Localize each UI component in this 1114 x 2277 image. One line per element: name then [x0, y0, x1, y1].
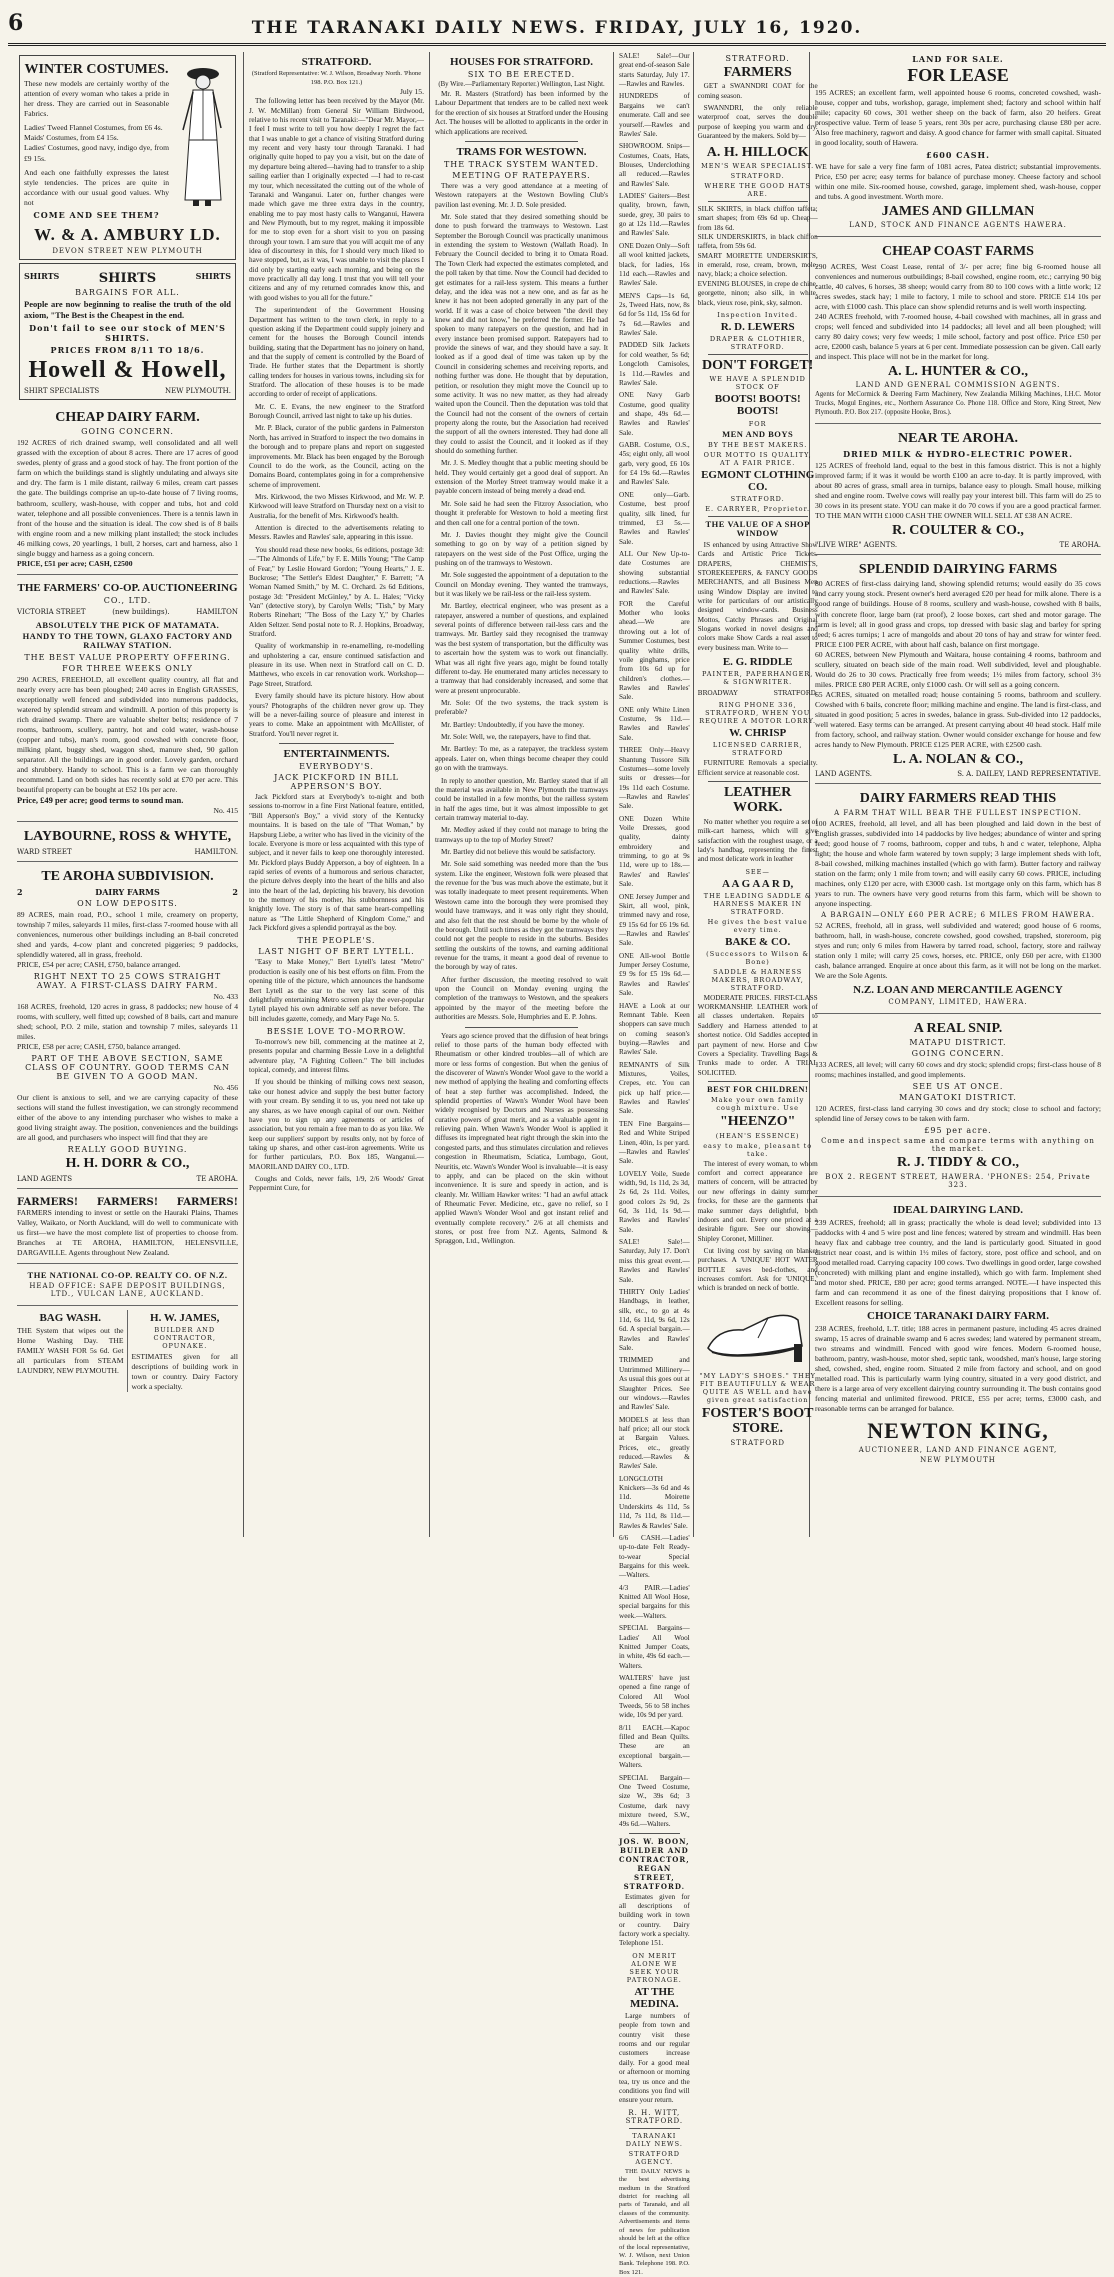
nz-loan-name: N.Z. LOAN AND MERCANTILE AGENCY [853, 983, 1063, 996]
swanndri-line: GET a SWANNDRI COAT for the coming season. [697, 82, 818, 100]
farmers-heading: FARMERS [723, 65, 792, 80]
maoriland-dairy-paragraph: If you should be thinking of milking cows next season, take our honest advice and supply the best butter factory with your cream. By sending it to us, you need not take up any shares, as we have enough capital of our own. Neither have you to sign up any agreements or articles of association, but you remain a free man to do as you like. We keep our suppliers' support by results only, not by force of taking up shares, and other cast-iron agreements. Write us for further particulars, P.O. Box 185, Wanganui.—MAORILAND DAIRY CO., LTD. [249, 1078, 424, 1171]
near-te-aroha-ad [815, 424, 1101, 555]
national-title: THE NATIONAL CO-OP. REALTY CO. OF N.Z. [27, 1269, 228, 1280]
cheap-coast-farms-ad [815, 237, 1101, 424]
dorr-right: TE AROHA. [196, 1174, 238, 1183]
te-aroha-price2: PRICE, £58 per acre; CASH, £750, balance arranged. [17, 1042, 181, 1052]
james-body: ESTIMATES given for all descriptions of building work in town or country. Dairy Factory work a specialty. [131, 1352, 238, 1392]
for-lease-title: FOR LEASE [907, 65, 1009, 85]
james-title: H. W. JAMES, [150, 1312, 220, 1325]
dairy-read-title: DAIRY FARMERS READ THIS [859, 791, 1057, 807]
shop-window-heading: THE VALUE OF A SHOP WINDOW [705, 519, 810, 539]
walters-item: SPECIAL Bargains—Ladies' All Wool Knitted Jumper Coats, in white, 49s 6d each.—Walters. [619, 1624, 690, 1670]
mangatoki-heading: MANGATOKI DISTRICT. [899, 1093, 1017, 1103]
aagaard-name: A A G A A R D, [722, 877, 794, 890]
dairy-read-body: 100 ACRES, freehold, all level, and all has been ploughed and laid down in the best of English grasses, subdivided into 14 paddocks by live hedges; abundance of winter and spring feed; good house of 7 rooms, bathroom, copper and tubs, h and c water, telephone, Alpha light; the house and whole farm watered by town supply; 3 large implement sheds with loft, 8-bail cowshed, milking machines installed (which go with farm). Butter factory and railway station on the farm; only 1 mile from town; and will easily carry 60 cows. PRICE, including machines, only £120 per acre, with £3000 cash. 1st mortgage only on this farm, which has 8 years to run. The owners have very good returns from this farm, which will be shown to anyone inspecting. [815, 818, 1101, 908]
winter-item: Maids' Costumes, from £4 15s. [24, 133, 119, 143]
hillock-sub: MEN'S WEAR SPECIALIST. [701, 161, 815, 170]
column-3 [430, 52, 614, 1537]
dont-forget-heading: DON'T FORGET! [701, 357, 814, 373]
bag-wash-body: THE System that wipes out the Home Washing Day. THE FAMILY WASH FOR 5s 6d. Get all particulars from STEAM LAUNDRY, NEW PLYMOUTH. [17, 1326, 124, 1376]
bottom-ads-row [17, 1306, 238, 1392]
ambury-address: DEVON STREET NEW PLYMOUTH [52, 246, 203, 255]
egmont-town: STRATFORD. [730, 495, 785, 504]
divider [629, 2128, 680, 2129]
ambury-firm: W. & A. AMBURY LD. [34, 224, 221, 244]
news-paragraph: You should read these new books, 6s editions, postage 3d:—"The Almonds of Life," by F. E. Mills Young; "The Camp of Fear," by Leslie Howard Gordon; "Young Hearts," J. E. Buckrose; "The Settler's Eldest Daughter," F. Barrett; "A Woman Named Smith," by M. C. Orchard. 2s 6d Editions, postage 3d: "President McGinley," by A. L. Hales; "Vicky Van" (detective story), by Carolyn Wells; "Tish," by Mary Roberts Rinehart; "The Boss of the Lazy Y," by Charles Alden Seltzer. Send postal note to R. J. Hopkins, Broadway, Stratford. [249, 545, 424, 639]
sale-item: HAVE a Look at our Remnant Table. Keen shoppers can save much on coming season's buying.—Rawles and Rawles' Sale. [619, 1001, 690, 1057]
lewers-sub: DRAPER & CLOTHIER, STRATFORD. [709, 334, 806, 351]
gillman-sub: LAND, STOCK AND FINANCE AGENTS HAWERA. [849, 221, 1067, 230]
farmers-coop-head2: ABSOLUTELY THE PICK OF MATAMATA. [35, 619, 220, 630]
nz-loan-sub: COMPANY, LIMITED, HAWERA. [888, 997, 1028, 1006]
dairy-read-sub: A FARM THAT WILL BEAR THE FULLEST INSPECTION. [834, 808, 1082, 817]
divider [708, 516, 808, 517]
sale-item: SHOWROOM. Snips—Costumes, Coats, Hats, Blouses, Underclothing all reduced.—Rawles and Rawles' Sale. [619, 142, 690, 188]
walters-item: WALTERS' have just opened a fine range of Colored All Wool Tweeds, 56 to 58 inches wide, 10s 9d per yard. [619, 1673, 690, 1720]
snip-title: A REAL SNIP. [913, 1020, 1003, 1036]
chrisp-sub: LICENSED CARRIER, STRATFORD [712, 741, 803, 758]
bake-name: BAKE & CO. [725, 935, 791, 948]
entertainments-heading: ENTERTAINMENTS. [283, 747, 390, 760]
houses-sub: SIX TO BE ERECTED. [467, 70, 576, 80]
farmers-coop-head5: FOR THREE WEEKS ONLY [62, 663, 193, 673]
news-paragraph: Attention is directed to the advertisements relating to Messrs. Rawles and Rawles' sale, appearing in this issue. [249, 524, 424, 542]
te-aroha-price1: PRICE, £54 per acre; CASH, £750, balance arranged. [17, 960, 181, 970]
boon-body: Estimates given for all descriptions of building work in town or country. Dairy factory work a specialty. Telephone 151. [619, 1892, 690, 1948]
ideal-body: 239 ACRES, freehold; all in grass; practically the whole is dead level; subdivided into 13 paddocks with 4 and 5 wire post and line fences; watered by stream and windmill. Has been heavy flax and cabbage tree country, and the land is particularly good. Situated in good district near coast, and is within 1½ miles of factory, store, post office and school, and on good metalled road. Carrying capacity 100 cows. Two dwellings in good order, large cowshed (concreted) with milking plant and engine installed), which go with farm. Implement shed and motor shed. PRICE, £80 per acre; good terms arranged. NOTE.—I have inspected this farm and can recommend it as one of the finest dairying propositions that I know of. Excellent reasons for selling. [815, 1217, 1101, 1307]
farmers-t2: FARMERS! [96, 1196, 159, 1208]
howell-firm: Howell & Howell, [28, 357, 227, 384]
hunter-sub: LAND AND GENERAL COMMISSION AGENTS. [855, 381, 1061, 390]
cheap-dairy-farm-ad [17, 403, 238, 575]
winter-costumes-title: WINTER COSTUMES. [24, 62, 169, 77]
coughs-paragraph: Coughs and Colds, never fails, 1/9, 2/6 Woods' Great Peppermint Cure, for [249, 1175, 424, 1193]
hillock-town: STRATFORD. [730, 171, 785, 180]
coast-title: CHEAP COAST FARMS [882, 244, 1034, 260]
te-aroha-head2: PART OF THE ABOVE SECTION, SAME CLASS OF COUNTRY. GOOD TERMS CAN BE GIVEN TO A GOOD MAN. [25, 1054, 230, 1082]
shoes-caption: "MY LADY'S SHOES." THEY FIT BEAUTIFULLY & WEAR QUITE AS WELL and have given great satisfaction [699, 1371, 816, 1404]
near-aroha-sub: DRIED MILK & HYDRO-ELECTRIC POWER. [843, 448, 1073, 459]
lewers-inspection: Inspection Invited. [717, 310, 799, 319]
coulter-right: TE AROHA. [1059, 541, 1101, 550]
coast-body: 290 ACRES, West Coast Lease, rental of 3/- per acre; fine big 6-roomed house all conveniences and numerous outbuildings; 8-bail cowshed, engine room, etc.; carrying 90 big cattle, 40 calves, 6 horses, 38 sheep; would carry from 80 to 100 cows with a little work; 12 acres swedes, stack hay; 1 mile to factory, 1 mile to school and store. PRICE £14 10s per acre, with £1000 cash. This place can show splendid returns and is well worth inspecting. [815, 261, 1101, 311]
hunter-body: Agents for McCormick & Deering Farm Machinery, New Zealandia Milking Machines, I.H.C. Motor Trucks, Mogul Engines, etc., Northern Assurance Co. Phone 118. Office and Store, King Street, New Plymouth. P.O. Box 217. (opposite Hooke, Bros.). [815, 391, 1101, 417]
sale-item: GABR. Costume, O.S., 45s; eight only, all wool garb, very good, £6 10s for £4 19s 6d.—Rawles and Rawles' Sale. [619, 441, 690, 487]
heenzo-sub: Make your own family cough mixture. Use [711, 1096, 805, 1113]
near-aroha-title: NEAR TE AROHA. [898, 431, 1018, 447]
farmers-coop-mid: (new buildings). [112, 607, 170, 616]
coulter-left: "LIVE WIRE" AGENTS. [815, 541, 898, 550]
news-paragraph: Mr. P. Black, curator of the public gardens in Palmerston North, has arrived in Stratford to inspect the two domains in the borough and to prepare plans and report on suggested improvements. Mr. Black has been engaged by the Borough Council to do the work, as the Council, acting on the Domains Board, contemplates going in for a comprehensive scheme of improvement. [249, 424, 424, 489]
farmers-t1: FARMERS! [17, 1196, 79, 1208]
tdn-body: THE DAILY NEWS is the best advertising medium in the Stratford district for reaching all parts of Taranaki, and all classes of the community. Advertisements and items of news for publication should be left at the office of the local representative, W. J. Wilson, next Union Bank. Telephone 198. P.O. Box 121. [619, 2167, 690, 2276]
foster-name: FOSTER'S BOOT STORE. [701, 1405, 814, 1437]
page-number: 6 [8, 10, 24, 36]
for-lease-cash: £600 CASH. [926, 149, 990, 160]
shirts-title: SHIRTS [98, 270, 157, 286]
riddle-name: E. G. RIDDLE [722, 656, 793, 669]
near-aroha-body: 125 ACRES of freehold land, equal to the best in this famous district. This is not a highly improved farm; if it was it would be worth £100 an acre to-day. It is partly improved, with about 80 acres of grass, small area in turnips, balance easy to plough. Small house, milking shed and engine room. Twelve cows will really pay your interest bill. This farm will do 25 to 30 cows in its present state. YOU can make it do 70 cows if you are a good practical farmer. TO THE MAN WITH £1000 CASH THE OWNER WILL SELL AT £38 AN ACRE. [815, 460, 1101, 520]
te-aroha-body3: Our client is anxious to sell, and we are carrying capacity of these sections will stand the fullest investigation, we can strongly recommend either of the above to any intending purchaser who wishes to make a good living straight away. The position, conveniences and the buildings are all good, and purchasers who inspect will find that they are [17, 1093, 238, 1143]
tdn-agency: STRATFORD AGENCY. [628, 2149, 680, 2166]
choice-title: CHOICE TARANAKI DAIRY FARM. [867, 1309, 1049, 1322]
winter-costumes-outro: And each one faithfully expresses the latest style tendencies. The prices are quite in accordance with our usual good values. Why not [24, 167, 169, 207]
snip-sub: MATAPU DISTRICT. [909, 1038, 1007, 1048]
news-paragraph: Mr. Sole: Of the two systems, the track system is preferable? [435, 699, 608, 717]
farmers-coop-sub: CO., LTD. [103, 595, 152, 605]
walters-item: 6/6 CASH.—Ladies' up-to-date Felt Ready-to-wear Special Bargains for this week.—Walters. [619, 1533, 690, 1580]
divider [629, 1833, 680, 1834]
james-ad [132, 1310, 239, 1392]
ring-phone: RING PHONE 336, STRATFORD, WHEN YOU REQUIRE A MOTOR LORRY. [699, 701, 817, 726]
woman-figure-illustration [173, 60, 231, 210]
divider [465, 141, 578, 142]
shirts-body: People are now beginning to realise the truth of the old axiom, "The Best is the Cheapest in the end. [24, 298, 231, 320]
riddle-right: STRATFORD. [773, 689, 818, 698]
sale-item: THIRTY Only Ladies' Handbags, in leather, silk, etc., to go at 4s 11d, 6s 11d, 9s 6d, 12s 6d. A special bargain.—Rawles and Rawles' Sale. [619, 1287, 690, 1353]
jack-pickford-heading: JACK PICKFORD IN BILL APPERSON'S BOY. [274, 773, 399, 792]
cheap-dairy-sub: GOING CONCERN. [81, 427, 174, 437]
news-paragraph: Mr. Bartley: Undoubtedly, if you have the money. [441, 720, 585, 729]
bert-lytell-heading: LAST NIGHT OF BERT LYTELL. [258, 947, 415, 957]
news-paragraph: Mr. C. E. Evans, the new engineer to the Stratford Borough Council, arrived last night to take up his duties. [249, 402, 424, 421]
te-aroha-mid: DAIRY FARMS [95, 886, 160, 897]
column-5 [810, 52, 1106, 1537]
news-paragraph: Mr. Sole stated that they desired something should be done to push forward the tramways to Westown. Last September the Borough Council was practically unanimous in extending the system to Westown (Wallath Road). In February the Council decided to bring it to Omata Road. The Town Clerk had expected the estimates completed, and the poll taken by that time. Now the Council had decided to get estimates for a rail-less system. This means a further delay, and the idea was not a new one, and as far as he knew it has not been adopted generally in any part of the world. If it was a case of choice between "the devil they knew and did not know," he preferred the former. He had spoken to many ratepayers on the question, and had in every instance been promised support. Ratepayers had to provide the sinews of war, and they should have a say. It looked as if a good deal of time was taken up by the Council in considering schemes and receiving reports, and nothing further was done. He thought that by deputation, petition, or resolution they might move the Council up to some activity. It was no new matter, as they had already waited upon the Council. Then the deputation was told that the Council had not the consent of the owners of certain property along the route, but the Association had received the support of all the owners interested. They had done all they could to assist the Council, and it looked as if they should do something further. [435, 213, 608, 456]
sale-item: ONE only—Garb. Costume, best proof quality, silk lined, fur trimmed, £3 5s.—Rawles and Rawles' Sale. [619, 490, 690, 546]
news-paragraph: Mr. Bartley did not believe this would be satisfactory. [441, 848, 596, 857]
news-paragraph: Quality of workmanship in re-enamelling, re-modelling and upholstering a car, ensure continued satisfaction and pleasure in its use. When next in Stratford call on C. D. Matthews, who excels in car renovation work. Workshop—Page Street, Stratford. [249, 642, 424, 688]
swanndri-body: SWANNDRI, the only reliable waterproof coat, serves the double purpose of keeping you warm and dry. Guaranteed by the makers. Sold by— [697, 104, 818, 141]
medina-body: Large numbers of people from town and country visit these rooms and our regular customers increase daily. For a good meal or afternoon or morning tea, try us once and the conditions you find will ensure your return. [619, 2012, 690, 2105]
boots-heading: BOOTS! BOOTS! BOOTS! [714, 393, 801, 418]
sale-item: MODELS at less than half price; all our stock at Bargain Values. Prices, etc., greatly reduced.—Rawles & Rawles' Sale. [619, 1415, 690, 1471]
newton-king-sub: AUCTIONEER, LAND AND FINANCE AGENT, [858, 1446, 1058, 1455]
aagaard-tag: He gives the best value every time. [707, 917, 808, 934]
tdn-heading: TARANAKI DAILY NEWS. [625, 2131, 683, 2148]
sale-item: ONE Jersey Jumper and Skirt, all wool, pink, trimmed navy and rose, £9 15s 6d for £6 19s 6d.—Rawles and Rawles' Sale. [619, 892, 690, 948]
national-coop-ad [17, 1264, 238, 1306]
heenzo-heading: BEST FOR CHILDREN! [706, 1084, 809, 1094]
dorr-left: LAND AGENTS [17, 1174, 73, 1183]
choice-body: 238 ACRES, freehold, L.T. title; 188 acres in permanent pasture, including 45 acres drained swamp, 15 acres of drainable swamp and 6 acres swedes; land watered by permanent stream, two streams and windmill. Fenced with good wire fences. Modern 6-roomed house, bathroom, pantry, wash-house, motor shed, septic tank, woodshed, man's house, large storing shed, cowshed, shed, engine room. Situated 2 mile from factory and school, and on good metalled road. This is particularly warm lying country, situated in a very good district, and there is a large area of very excellent dairying country surrounding it. The bush contains good fencing material and unlimited firewood. PRICE, £55 per acre; terms, £3000 cash, and reasonable terms can be arranged for balance. [815, 1324, 1101, 1414]
news-paragraph: Mr. Bartley: To me, as a ratepayer, the trackless system appeals. Later on, when things become cheaper they could go on with the tramways. [435, 745, 608, 773]
news-paragraph: Every family should have its picture history. How about yours? Photographs of the children never grow up. They will be a never-failing source of pleasure and interest in years to come. Make an appointment with McAllister, of Stratford. You'll never regret it. [249, 692, 424, 738]
walters-item: 4/3 PAIR.—Ladies' Knitted All Wool Hose, special bargains for this week.—Walters. [619, 1583, 690, 1620]
entertainment-paragraph: Jack Pickford stars at Everybody's to-night and both sessions to-morrow in a fine First National feature, entitled, "Bill Apperson's Boy," a vivid story of the Kentucky mountains. It is based on the tale of "That Woman," by Hapsburg Liebe, a writer who has lived in the vicinity of the locale. Everyone is more or less acquainted with this type of subject, and it never fails to keep one thoroughly interested. Mr. Pickford plays Buddy Apperson, a boy of eighteen. In a rapid series of events of a humorous and serious character, the picture delves deeply into the heart of the hills and also into the heart of the lad, depicting his bravery, his devotion to the memory of his mother, his stubbornness and his knightly love. The story is of that same heart-compelling nature as "The Little Shepherd of Kingdom Come," and Jack Pickford gives a splendid portrayal as the boy. [249, 793, 424, 933]
witt-name: R. H. WITT, STRATFORD. [625, 2108, 684, 2125]
boon-motto: ON MERIT ALONE WE SEEK YOUR PATRONAGE. [626, 1951, 682, 1984]
news-paragraph: After further discussion, the meeting resolved to wait upon the Council on Monday evening urging the completion of the tramways to Westown, and the speakers appointed by the mayor of the meeting before the authorities are Messrs. Sole, Humphries and E. P. Johns. [435, 975, 608, 1022]
snip-sub2: GOING CONCERN. [911, 1049, 1005, 1059]
dairy-read-body2: A BARGAIN—ONLY £60 PER ACRE; 6 MILES FROM HAWERA. [821, 910, 1095, 919]
ladys-shoe-illustration [698, 1298, 818, 1368]
peoples-paragraph: "Easy to Make Money," Bert Lytell's latest "Metro" production is easily one of his best efforts on film. From the opening title of the picture, which announces the handsome Bert Lytell as the star to the very last scene of this delightfully entertaining Metro screen play the ever-popular Lytell played his own admirable self as never before. The bill includes gazette, comedy, and Mary Page No. 5. [249, 958, 424, 1023]
lewers-name: R. D. LEWERS [720, 320, 795, 333]
shirts-side-right: SHIRTS [195, 270, 231, 281]
boots-motto: OUR MOTTO IS QUALITY, AT A FAIR PRICE. [703, 450, 812, 467]
divider [708, 781, 808, 782]
foster-town: STRATFORD [730, 1438, 785, 1447]
heenzo-name: (HEAN'S ESSENCE) [715, 1131, 800, 1140]
nolan-right: S. A. DAILEY, LAND REPRESENTATIVE. [957, 770, 1101, 779]
sale-item: ONE Dozen White Voile Dresses, good quality, dainty embroidery and trimming, to go at 9s 11d, were up to 18s.—Rawles' and Rawles' Sale. [619, 814, 690, 889]
riddle-left: BROADWAY [697, 689, 738, 698]
real-snip-ad [815, 1014, 1101, 1197]
sale-item: TRIMMED and Untrimmed Millinery—As usual this goes out at Slaughter Prices. See our windows.—Rawles and Rawles' Sale. [619, 1356, 690, 1412]
houses-heading: HOUSES FOR STRATFORD. [449, 56, 594, 68]
egmont-prop: E. CARRYER, Proprietor. [705, 505, 811, 514]
news-paragraph: Mr. Bartley, electrical engineer, who was present as a ratepayer, answered a number of questions, and explained several points of difference between rail-less cars and the tramways. Mr. Bartley said they recognised the tramway was the best system of transportation, but the difficulty was to ascertain how the system was to work out financially. What was all right five years ago, might be found totally different to-day. He enumerated many articles necessary to a tramway that had considerably increased, and some that were at present unprocurable. [435, 602, 608, 695]
farmers-body: FARMERS intending to invest or settle on the Hauraki Plains, Thames Valley, Waikato, or North Auckland, will do well to communicate with us first—we have the most complete list of properties to choose from. Branches at TE AROHA, HAMILTON, HELENSVILLE, DARGAVILLE. Agents throughout New Zealand. [17, 1207, 238, 1257]
nolan-left: LAND AGENTS. [815, 770, 872, 779]
dairying-title: SPLENDID DAIRYING FARMS [858, 562, 1058, 578]
hillock-tag: WHERE THE GOOD HATS ARE. [704, 181, 811, 198]
te-aroha-title: TE AROHA SUBDIVISION. [41, 868, 214, 884]
dairying-body3: 65 ACRES, situated on metalled road; house containing 5 rooms, bathroom and scullery. Cowshed with 6 bails, concrete floor; milking machine and engine. The land is first-class, and situated in good position; 5 acres in swedes, balance in grass. Sub-divided into 12 paddocks, well watered. Easy terms can be arranged. At present carrying about 40 head stock. Half mile from factory, school, and railway station. Owner would consider exchange for house and few acres handy to New Plymouth. PRICE £125 PER ACRE, with £2500 cash. [815, 689, 1101, 749]
chrisp-name: W. CHRISP [729, 727, 787, 740]
sale-item: LONGCLOTH Knickers—3s 6d and 4s 11d. Moirette Underskirts 4s 11d, 5s 11d, 7s 11d, 8s 11d.—Rawles & Rawles' Sale. [619, 1474, 690, 1530]
dairy-farmers-read-ad [815, 784, 1101, 1014]
walters-item: SPECIAL Bargain—One Tweed Costume, size W., 39s 6d; 3 Costume, dark navy mixture tweed, S.W., 49s 6d.—Walters. [619, 1773, 690, 1829]
te-aroha-cta: REALLY GOOD BUYING. [67, 1145, 188, 1155]
sale-item: ONE only White Linen Costume, 9s 11d.—Rawles and Rawles' Sale. [619, 705, 690, 742]
walters-item: 8/11 EACH.—Kapoc filled and Bean Quilts. These are an exceptional bargain.—Walters. [619, 1723, 690, 1770]
news-paragraph: Mrs. Kirkwood, the two Misses Kirkwood, and Mr. W. P. Kirkwood will leave Stratford on Thursday next on a visit to Australia, for the benefit of Mrs. Kirkwood's health. [249, 493, 424, 520]
hunter-name: A. L. HUNTER & CO., [887, 363, 1028, 379]
tiddy-sub: BOX 2. REGENT STREET, HAWERA. 'PHONES: 254, Private 323. [825, 1172, 1091, 1189]
farmers-coop-body: 290 ACRES, FREEHOLD, all excellent quality country, all flat and nearly every acre has been ploughed; 240 acres in English GRASSES, exceptionally well fenced and subdivided into numerous paddocks, watered by splendid stream and windmill. A portion of this property is rich drained swamp. There are valuable shelter belts; residence of 7 rooms, bathroom, scullery, pantry, hot and cold water, wash-house (copper and tubs), man's room, good cowshed with concrete floor, milking plant, buggy shed, waggon shed, manure shed, 90 gallon separator. All the buildings are in good order. Lovely garden, orchard and shrubbery. Handy to school. This is a farm we can thoroughly recommend. Land on both sides has recently sold at £70 per acre. This beautiful property can be bought at £52 10s per acre. [17, 674, 238, 794]
mangatoki-body: 120 ACRES, first-class land carrying 30 cows and dry stock; close to school and factory; splendid line of Jersey cows to be taken with farm. [815, 1104, 1101, 1124]
farmers-coop-head3: HANDY TO THE TOWN, GLAXO FACTORY AND RAILWAY STATION. [22, 631, 233, 651]
news-paragraph: The superintendent of the Government Housing Department has written to the town clerk, in reply to a question asking if the Department could supply joinery and cement for the houses the Borough Council intends building, stating that the Department has no joinery on hand, and that the supply of cement is controlled by the Board of Trade. He further states that the Department is shortly calling tenders for houses in various towns, including six for Stratford. The allocation of these houses is to be made according to order of receipt of applications. [249, 306, 424, 399]
hillock-name: A. H. HILLOCK [706, 144, 809, 160]
winter-item: Ladies' Costumes, good navy, indigo dye, from £9 15s. [24, 143, 169, 163]
splendid-dairying-ad [815, 555, 1101, 784]
houses-byline: (By Wire.—Parliamentary Reporter.) Wellington, Last Night. [438, 81, 605, 89]
stratford-ads-column [694, 52, 818, 1537]
shop-window-body: IS enhanced by using Attractive Show Cards and Artistic Price Tickets. DRAPERS, CHEMISTS, STOREKEEPERS, & FANCY GOODS MERCHANTS, and all Business Men using Window Display are invited to write for particulars of our artistically designed window-cards. Business Mottos, Catchy Phrases and Original Slogans worked in novel designs and colors make Show Cards a real asset to every business man. Write to— [697, 540, 818, 652]
news-paragraph: In reply to another question, Mr. Bartley stated that if all the material was available in New Plymouth the tramways could be installed in a few months, but the railless system in half the ages time, but it was almost impossible to get certain tramway material to-day. [435, 776, 608, 822]
farmers-coop-title: THE FARMERS' CO-OP. AUCTIONEERING [17, 581, 238, 594]
mangatoki-price: £95 per acre. [924, 1126, 992, 1136]
winter-costumes-ad [19, 55, 236, 260]
sale-item: ONE All-wool Bottle Jumper Jersey Costume, £9 9s for £5 19s 6d.—Rawles and Rawles' Sale. [619, 951, 690, 998]
cheap-dairy-price: PRICE, £51 per acre; CASH, £2500 [17, 558, 133, 568]
laybourne-ad [17, 822, 238, 861]
newton-king-town: NEW PLYMOUTH [920, 1456, 996, 1465]
houses-paragraph: Mr. R. Masters (Stratford) has been informed by the Labour Department that tenders are to be called next week for the erection of six houses at Stratford under the Housing Act. The houses will be allotted to applicants in the order in which applications are received. [435, 90, 608, 136]
newspaper-title: THE TARANAKI DAILY NEWS. FRIDAY, JULY 16, 1920. [251, 18, 863, 38]
stratford-date: July 15. [399, 87, 424, 97]
cheap-dairy-title: CHEAP DAIRY FARM. [55, 410, 200, 426]
column-2 [244, 52, 430, 1537]
peoples-heading: THE PEOPLE'S. [297, 936, 376, 946]
bessie-love-heading: BESSIE LOVE TO-MORROW. [266, 1026, 407, 1036]
for-lease-body: 195 ACRES; an excellent farm, well appointed house 6 rooms, concreted cowshed, wash-house, copper and tubs, workshop, garage, implement shed; factory and school within half mile; capacity 60 cows, 301 wether sheep on the back of farm, also 20 heifers. Great prospective value. Term of lease 5 years, rent 30s per acre, purchasing clause £80 per acre. Also free machinery, ragwort and daisy. A good chance for farmer with small capital. Situated in good locality, south of Hawera. [815, 87, 1101, 147]
mangatoki-tag: Come and inspect same and compare terms with anything on the market. [821, 1137, 1095, 1154]
dorr-firm: H. H. DORR & CO., [65, 1156, 190, 1172]
divider [708, 201, 808, 202]
leather-body: No matter whether you require a set of milk-cart harness, which will give satisfaction with the roughest usage, or a lady's handbag, representing the finest and most delicate work in leather [697, 817, 818, 864]
shirts-foot-right: NEW PLYMOUTH. [165, 387, 231, 396]
te-aroha-sub: ON LOW DEPOSITS. [77, 898, 178, 908]
winter-item: Ladies' Tweed Flannel Costumes, from £6 4s. [24, 123, 163, 133]
sale-item: FOR the Careful Mother who looks ahead.—We are throwing out a lot of Summer Costumes, best quality white drills, voile ginghams, price from 10s 6d up for children's clothes.—Rawles and Rawles' Sale. [619, 599, 690, 702]
snip-body: 133 ACRES, all level; will carry 60 cows and dry stock; splendid crops; first-class house of 8 rooms; machines installed, and good implements. [815, 1060, 1101, 1080]
newton-king-name: NEWTON KING, [867, 1418, 1049, 1444]
te-aroha-body2: 168 ACRES, freehold, 120 acres in grass, 8 paddocks; new house of 4 rooms, with scullery, well fitted up; cowshed of 8 bails, cart and manure shed; school, P.O. 2 mile, station and township 7 miles, saleyards 11 miles. [17, 1002, 238, 1042]
te-aroha-subdivision-ad [17, 862, 238, 1189]
bake-sub: (Successors to Wilson & Bone) [706, 949, 810, 966]
te-aroha-head: RIGHT NEXT TO 25 COWS STRAIGHT AWAY. A FIRST-CLASS DAIRY FARM. [33, 972, 222, 991]
leather-see: SEE— [745, 867, 770, 876]
dont-forget-body: WE HAVE A SPLENDID STOCK OF [709, 375, 806, 392]
sale-item: REMNANTS of Silk Mixtures, Voiles, Crepes, etc. You can pick up half price.—Rawles and Rawles' Sale. [619, 1060, 690, 1116]
sale-item: PADDED Silk Jackets for cold weather, 5s 6d; Longcloth Camisoles, 1s 11d.—Rawles and Rawles' Sale. [619, 341, 690, 387]
sale-item: THREE Only—Heavy Shantung Tussore Silk Costumes—some lovely suits or dresses—for 19s 11d each Costume.—Rawles and Rawles' Sale. [619, 746, 690, 811]
news-paragraph: Mr. Sole said he had seen the Fitzroy Association, who thought it preferable for Westown to hold a meeting first and then call one for a central portion of the town. [435, 499, 608, 527]
boots-makers: BY THE BEST MAKERS. [708, 440, 808, 449]
sale-item: ONE Dozen Only—Soft all wool knitted jackets, black, for ladies, 16s 11d each.—Rawles and Rawles' Sale. [619, 241, 690, 288]
tiddy-name: R. J. TIDDY & CO., [896, 1155, 1020, 1171]
masthead [8, 10, 1106, 46]
column-4 [614, 52, 818, 2276]
land-for-sale-header: LAND FOR SALE. [912, 54, 1004, 64]
winter-costumes-cta: COME AND SEE THEM? [33, 209, 160, 220]
farmers-coop-left: VICTORIA STREET [17, 607, 86, 616]
coast-body2: 240 ACRES freehold, with 7-roomed house, 4-bail cowshed with machines, all in grass and crops; well fenced and subdivided into 14 paddocks; all level and all been ploughed; will carry 80 dairy cows; very few weeds; 1 mile school, factory and post office. Price £50 per acre, £2000 cash, balance 5 years at 6 per cent. Immediate possession can be given. Call early and inspect. This place will not be in the market for long. [815, 311, 1101, 361]
heenzo-body: The interest of every woman, to whom comfort and correct appearance are matters of concern, will be attracted by our new offerings in dainty summer frocks, for these are the garments that make summer days delightful, both indoors and out. Every one priced at a desirable figure. See our showing—Shipley Coronet, Milliner. [697, 1159, 818, 1243]
winter-costumes-intro: These new models are certainly worthy of the attention of every woman who takes a pride in her dress. They are carried out in Seasonable Fabrics. [24, 79, 169, 119]
shirts-body2: Don't fail to see our stock of MEN'S SHIRTS. [29, 323, 226, 344]
shirts-ad [19, 263, 236, 400]
column-1 [12, 52, 244, 1537]
riddle-sub: PAINTER, PAPERHANGER, & SIGNWRITER. [702, 670, 814, 687]
sale-item: LOVELY Voile, Suede width, 9d, 1s 11d, 2s 3d, 2s 6d, 2s 11d. Voiles, good colors 2s 9d, 2s 6d, 3s 11d, 1s 9d.—Rawles and Rawles' Sale. [619, 1169, 690, 1234]
egmont-name: EGMONT CLOTHING CO. [701, 468, 815, 493]
national-sub: HEAD OFFICE: SAFE DEPOSIT BUILDINGS, LTD., VULCAN LANE, AUCKLAND. [29, 1282, 226, 1299]
news-paragraph: Mr. Sole: Well, we, the ratepayers, have to find that. [441, 733, 591, 742]
aagaard-sub: THE LEADING SADDLE & HARNESS MAKER IN STRATFORD. [703, 891, 812, 916]
news-paragraph: Mr. Sole said something was needed more than the 'bus system. Like the engineer, Westown folk were pleased that the revenue for the 'bus was much above the estimate, but it was totally inadequate to meet present requirements. When Westown came into the borough they were promised they would have tramways, and it was only right they should, and also felt that the rest should be borne by the whole of the borough. Until such times as they got the tramways they could not get the people to reside in the suburbs. Besides settling the outskirts of the towns, and earning additional revenue for the trams, it meant a good deal of revenue to the borough by way of rates. [435, 860, 608, 972]
farmers-coop-no: No. 415 [213, 806, 238, 816]
sale-item: MEN'S Caps—1s 6d, 2s, Tweed Hats, now, 8s 6d for 5s 11d, 15s 6d for 7s 6d.—Rawles and Rawles' Sale. [619, 291, 690, 338]
shirts-foot-left: SHIRT SPECIALISTS [24, 387, 100, 396]
medina-title: AT THE MEDINA. [630, 1985, 679, 2010]
shirts-side-left: SHIRTS [24, 270, 60, 281]
for-lease-body2: WE have for sale a very fine farm of 1081 acres, Patea district; substantial improvements. Price, £50 per acre; easy terms for balance of purchase money. Cheese factory and school within one mile. Six-roomed house, cowshed, garage, implement shed, wash-house, copper and tubs. A good investment. Worth more. [815, 161, 1101, 201]
sale-item: HUNDREDS of Bargains we can't enumerate. Call and see yourself.—Rawles and Rawles' Sale. [619, 92, 690, 138]
sale-item: TEN Fine Bargains—Red and White Striped Linen, 40in, 1s per yard.—Rawles and Rawles' Sale. [619, 1119, 690, 1166]
stratford-ads-head: STRATFORD. [725, 54, 790, 63]
divider [708, 354, 808, 355]
nolan-name: L. A. NOLAN & CO., [893, 751, 1023, 767]
farmers-coop-ad [17, 575, 238, 823]
farmers-coop-price: Price, £49 per acre; good terms to sound man. [17, 794, 184, 805]
news-paragraph: Mr. J. S. Medley thought that a public meeting should be held. They would certainly get a good deal of support. An extension of the Morley Street tramway would make it a payable concern instead of being merely a dead end. [435, 459, 608, 496]
boots-men: MEN AND BOYS [722, 428, 794, 439]
leather-heading: LEATHER WORK. [723, 785, 792, 816]
laybourne-left: WARD STREET [17, 847, 72, 856]
te-aroha-mid-left: 2 [17, 886, 23, 897]
bag-wash-title: BAG WASH. [39, 1312, 102, 1325]
gillman-name: JAMES AND GILLMAN [881, 203, 1035, 219]
news-paragraph: Mr. J. Davies thought they might give the Council something to go on by way of a petition signed by ratepayers on the west side of the Post Office, urging the pushing on of the tramways to Westown. [435, 530, 608, 567]
sale-column [619, 52, 694, 2276]
laybourne-right: HAMILTON. [194, 847, 238, 856]
heenzo-tag: easy to make, pleasant to take. [703, 1141, 813, 1158]
bessie-love-paragraph: To-morrow's new bill, commencing at the matinee at 2, presents popular and charming Bessie Love in a delightful adventure play, "A Fighting Colleen." The bill includes topical, comedy, and interest films. [249, 1037, 424, 1075]
news-paragraph: Mr. Sole suggested the appointment of a deputation to the Council on Monday evening. They wanted the tramways, but it was likely we be rail-less or the rail-less system. [435, 571, 608, 599]
boon-ad: JOS. W. BOON, BUILDER AND CONTRACTOR, REGAN STREET, STRATFORD. [619, 1836, 690, 1891]
te-aroha-no2: No. 456 [213, 1083, 238, 1093]
ideal-title: IDEAL DAIRYING LAND. [892, 1203, 1024, 1216]
divider [279, 743, 394, 744]
snip-see: SEE US AT ONCE. [912, 1082, 1004, 1092]
sale-item: ALL Our New Up-to-date Costumes are showing substantial reductions.—Rawles and Rawles' Sale. [619, 549, 690, 596]
news-paragraph: There was a very good attendance at a meeting of Westown ratepayers at the Westown Bowling Club's pavilion last evening. Mr. J. D. Sole presided. [435, 181, 608, 209]
bake-sub2: SADDLE & HARNESS MAKERS, BROADWAY, STRATFORD. [711, 967, 804, 992]
bake-body: MODERATE PRICES. FIRST-CLASS WORKMANSHIP. LEATHER work of all classes undertaken. Repairs to Saddlery and Harness attended to at shortest notice. Old Saddles accepted in part payment of new. Horse and Cow Covers a Speciality. Travelling Bags & Trunks made to order. A TRIAL SOLICITED. [697, 993, 818, 1077]
news-paragraph: Mr. Medley asked if they could not manage to bring the tramways up to the top of Morley Street? [435, 826, 608, 844]
wonder-wool-paragraph: Years ago science proved that the diffusion of heat brings relief to those parts of the human body effected with Rheumatism or other kindred troubles—all of which are more or less forms of congestion. But when the genius of the discoverer of Wawn's Wonder Wool gave to the world a new method of applying the healing and comforting effects of heat a step further was accomplished. Indeed, the splendid properties of Wawn's Wonder Wool have been widely recognised by Doctors and Nurses as possessing curative powers of great merit, and as a valuable agent in relieving pain. When Wawn's Wonder Wool is applied it diffuses its impregnated heat right through the skin into the congested parts, and thus stimulates circulation and relieves congestion in Rheumatism, Sciatica, Lumbago, Gout, Neuritis, etc. Wawn's Wonder Wool is invaluable—it is easy to apply, and can be placed on the skin without inconvenience. It is sure and speedy in action, and is cleanly. Mr. William Hawker writes: "I had an awful attack of Rheumatic Fever. Medicine, etc., gave no relief, so I applied Wawn's Wonder Wool and got instant relief and eventually complete recovery." 2/6 at all chemists and stores, or post free from N.Z. Agents, Salmond & Spraggon, Ltd., Wellington. [435, 1031, 608, 1246]
dairy-read-body3: 52 ACRES, freehold, all in grass, well subdivided and watered; good house of 6 rooms, bathroom, hall, in wash-house, concrete cowshed, good cowshed, trapshed, storeroom, pig styes and run; only 6 miles from Hawera by tarred road, school, factory, store and railway station only 1 mile; will carry 25 cows, horses, etc. PRICE, only £60 per acre, with £1300 cash, balance arranged. Enquire at once about this farm, as it will not be long on the market. We are the Sole Agents. [815, 920, 1101, 980]
cheap-dairy-body: 192 ACRES of rich drained swamp, well consolidated and all well grassed with the exception of about 8 acres. There are 17 acres of good swedes, plenty of grass and a good stock of hay. The front portion of the farm on which the buildings stand is slightly undulating and always site and dry. The farm is 1 mile distant, railway 6 miles, cream cart passes the gate. The buildings comprise an up-to-date house of 7 living rooms, bathroom, scullery, wash-house, with copper and tubs, hot and cold water, telephone and all possible conveniences. There is a tennis lawn in front of the house and the situation is ideal. The cow shed is of 8 bails with engine room and a new milking plant installed; the stock includes 46 milking cows, 20 yearlings, 1 bull, 2 horses, cart and harness, also 1 single buggy and harness as a going concern. [17, 438, 238, 558]
coulter-name: R. COULTER & CO., [892, 522, 1024, 538]
james-sub: BUILDER AND CONTRACTOR, OPUNAKE. [153, 1326, 216, 1351]
lewers-items: SILK SKIRTS, in black chiffon taffeta; smart shapes; from 69s 6d up. Cheap—from 18s 6d. SILK UNDERSKIRTS, in black chiffon taffeta, from 59s 6d. SMART MOIRETTE UNDERSKIRTS, in emerald, rose, cream, brown, mole, navy, black; a choice selection. EVENING BLOUSES, in crepe de chine, georgette, ninon; also silk, in white, black, vieux rose, pink, sky, salmon. [697, 204, 818, 307]
stratford-heading: STRATFORD. [301, 56, 372, 68]
ideal-dairying-ad [815, 1197, 1101, 1471]
sale-item: ONE Navy Garb Costume, good quality and shape, 49s 6d.—Rawles and Rawles' Sale. [619, 391, 690, 437]
te-aroha-mid-right: 2 [232, 886, 238, 897]
te-aroha-body1: 89 ACRES, main road, P.O., school 1 mile, creamery on property, township 7 miles, saleyards 11 miles, first-class 7-roomed house with all conveniences, numerous other buildings including an 8-bail concreted shed and yards, 4-cow plant and concreted piggeries; 9 paddocks, splendidly watered, all in grass, freehold. [17, 909, 238, 959]
news-paragraph: The following letter has been received by the Mayor (Mr. J. W. McMillan) from General Sir William Birdwood, relative to his recent visit to Taranaki:—"Dear Mr. Mayor,—I feel I must write to tell you how deeply I regret the fact that I was unable to get a chance of visiting Stratford during my recent and very hasty tour through Taranaki. I had originally quite hoped to pay you a visit, but on the date of my departure being altered—having had to transfer to a ship sailing earlier than I originally expected —I had to re-cast my tour, which necessitated the cutting out of the whole of Taranaki and Wanganui. Later on, further changes were made which gave me three extra days in the country, enabling me to pay most hasty calls to Wanganui, Hawera and New Plymouth, but to my regret, making it impossible for me to stop even for a short visit to you on passing through your town. I am sure that you will acquit me of any idea of discourtesy in this, for I should very much liked to have stopped, but, as it was, I was unable to visit the places I did only by starting early each morning, and being on the move practically all day long. I trust that you will tell your citizens and any of my returned comrades know this, and with good wishes to you all for the future." [249, 97, 424, 302]
divider [465, 1027, 578, 1028]
farmers-t3: FARMERS! [176, 1196, 238, 1208]
heenzo-body2: Cut living cost by saving on blanket purchases. A 'UNIQUE' HOT WATER BOTTLE saves bed-clothes, and increases comfort. Ask for 'UNIQUE,' which is branded on neck of bottle. [697, 1246, 818, 1293]
dairying-body2: 60 ACRES, between New Plymouth and Waitara, house containing 4 rooms, bathroom and scullery, situated on beach side of the main road. Well subdivided, level and ploughable. Would do 26 to 30 cows. Practically free from weeds; 1½ miles from factory, school 3½ miles. PRICE £80 PER ACRE, only £1000 cash. Or will sell as a going concern. [815, 649, 1101, 689]
stratford-byline: (Stratford Representative: W. J. Wilson, Broadway North. 'Phone 198. P.O. Box 121.) [251, 70, 422, 86]
boots-for: FOR [748, 419, 767, 428]
trams-heading: TRAMS FOR WESTOWN. [456, 145, 587, 158]
sale-item: SALE! Sale!—Saturday, July 17. Don't miss this great event.—Rawles and Rawles' Sale. [619, 1238, 690, 1284]
farmers-coop-head4: THE BEST VALUE PROPERTY OFFERING. [24, 652, 231, 662]
for-lease-ad [815, 54, 1101, 237]
trams-sub: THE TRACK SYSTEM WANTED. [443, 159, 600, 169]
farmers-coop-right: HAMILTON [196, 607, 238, 616]
shirts-prices: PRICES FROM 8/11 TO 18/6. [50, 345, 205, 356]
sale-item: SALE! Sale!—Our great end-of-season Sale starts Saturday, July 17.—Rawles and Rawles. [619, 52, 690, 89]
heenzo-title: "HEENZO" [719, 1114, 796, 1130]
bag-wash-ad [17, 1310, 128, 1392]
sale-item: LADIES' Gaiters—Best quality, brown, fawn, suede, grey, 30 pairs to go at 12s 11d.—Rawles and Rawles' Sale. [619, 192, 690, 238]
trams-sub2: MEETING OF RATEPAYERS. [452, 170, 591, 180]
te-aroha-no1: No. 433 [213, 992, 238, 1002]
shirts-sub: BARGAINS FOR ALL. [75, 287, 180, 297]
farmers-ad [17, 1189, 238, 1264]
everybodys-heading: EVERYBODY'S. [299, 762, 374, 772]
divider [708, 1081, 808, 1082]
dairying-body: 80 ACRES of first-class dairying land, showing splendid returns; would easily do 35 cows and carry young stock. Present owner's herd averaged £20 per head for milk alone. There is a good range of buildings. House of 8 rooms, scullery and wash-house, cowshed with 8 bails, with concrete floor, large barn (rat proof), 2 loose boxes, cart shed and motor garage. The farm is level; all in good grass and crops, top dressed with basic slag and barley for spring feed; 6 acres turnips; 1 acre of mangolds and about 20 tons of hay and straw for winter feed. PRICE £100 PER ACRE, with about half cash, balance on first mortgage. [815, 579, 1101, 649]
laybourne-title: LAYBOURNE, ROSS & WHYTE, [23, 829, 232, 845]
furniture-line: FURNITURE Removals a speciality. Efficient service at reasonable cost. [697, 759, 818, 777]
